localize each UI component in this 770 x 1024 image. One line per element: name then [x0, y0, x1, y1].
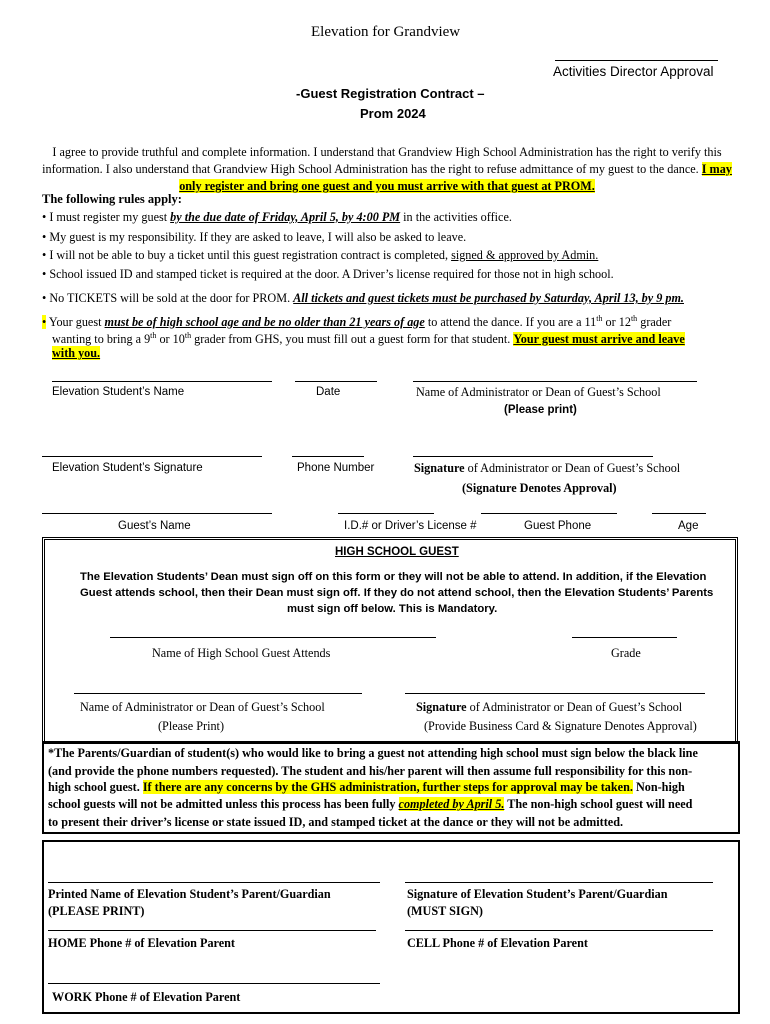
hs-box-text-3: must sign off below. This is Mandatory. [287, 603, 498, 615]
student-name-label: Elevation Student’s Name [52, 386, 185, 398]
event-title: Prom 2024 [360, 106, 426, 121]
hs-grade-line[interactable] [572, 637, 677, 638]
intro-text: I agree to provide truthful and complete information. I understand that Grandview High School Administration has the right to verify this information. I also understand that Grandview High School Administration has the right to refuse admittance of my guest to the dance. [42, 145, 722, 176]
rule-2: • My guest is my responsibility. If they are asked to leave, I will also be asked to leave. [42, 230, 467, 244]
parent-please-print-label: (PLEASE PRINT) [48, 904, 145, 918]
hs-box-text-1: The Elevation Students’ Dean must sign off on this form or they will not be able to attend. In addition, if the Elevation [80, 571, 707, 583]
parent-signature-box [42, 840, 740, 1014]
admin-name-line[interactable] [413, 381, 697, 382]
work-phone-line[interactable] [48, 983, 380, 984]
student-signature-label: Elevation Student’s Signature [52, 462, 203, 474]
work-phone-label: WORK Phone # of Elevation Parent [52, 990, 241, 1004]
parent-must-sign-label: (MUST SIGN) [407, 904, 483, 918]
age-line[interactable] [652, 513, 706, 514]
parent-signature-line[interactable] [405, 882, 713, 883]
hs-business-card-label: (Provide Business Card & Signature Denotes Approval) [424, 719, 697, 733]
admin-signature-line[interactable] [413, 456, 653, 457]
hs-admin-name-label: Name of Administrator or Dean of Guest’s School [80, 700, 325, 714]
parent-printed-name-line[interactable] [48, 882, 380, 883]
hs-admin-signature-label: Signature of Administrator or Dean of Guest’s School [416, 700, 683, 714]
hs-school-line[interactable] [110, 637, 436, 638]
home-phone-line[interactable] [48, 930, 376, 931]
date-line[interactable] [295, 381, 377, 382]
date-label: Date [316, 386, 341, 398]
id-number-label: I.D.# or Driver’s License # [344, 520, 477, 532]
student-signature-line[interactable] [42, 456, 262, 457]
guest-name-label: Guest’s Name [118, 520, 191, 532]
hs-box-title: HIGH SCHOOL GUEST [335, 546, 459, 558]
parent-notice-line-5: to present their driver’s license or state issued ID, and stamped ticket at the dance or they will not be admitted. [48, 815, 624, 829]
parent-notice-line-4: school guests will not be admitted unless this process has been fully completed by April 5. The non-high school guest will need [48, 797, 693, 811]
rule-4: • School issued ID and stamped ticket is required at the door. A Driver’s license required for those not in high school. [42, 267, 614, 281]
intro-paragraph [42, 144, 732, 195]
school-title: Elevation for Grandview [311, 24, 461, 40]
hs-box-text-2: Guest attends school, then their Dean must sign off. If they do not attend school, then the Elevation Students’ Parents [80, 587, 714, 599]
parent-notice-line-2: (and provide the phone numbers requested). The student and his/her parent will then assume full responsibility for this non- [48, 764, 693, 778]
admin-signature-label: Signature of Administrator or Dean of Guest’s School [414, 461, 681, 475]
cell-phone-label: CELL Phone # of Elevation Parent [407, 936, 588, 950]
phone-number-label: Phone Number [297, 462, 375, 474]
parent-printed-name-label: Printed Name of Elevation Student’s Parent/Guardian [48, 887, 331, 901]
phone-number-line[interactable] [292, 456, 364, 457]
approval-label: Activities Director Approval [553, 64, 714, 79]
guest-phone-label: Guest Phone [524, 520, 592, 532]
id-number-line[interactable] [338, 513, 434, 514]
rule-5: • No TICKETS will be sold at the door for PROM. All tickets and guest tickets must be purchased by Saturday, April 13, by 9 pm. [42, 291, 684, 305]
rule-1: • I must register my guest by the due date of Friday, April 5, by 4:00 PM in the activities office. [42, 210, 512, 224]
home-phone-label: HOME Phone # of Elevation Parent [48, 936, 235, 950]
parent-notice-line-1: *The Parents/Guardian of student(s) who would like to bring a guest not attending high school must sign below the black line [48, 746, 698, 760]
hs-admin-signature-line[interactable] [405, 693, 705, 694]
hs-school-label: Name of High School Guest Attends [152, 646, 331, 660]
guest-name-line[interactable] [42, 513, 272, 514]
rule-6-line-2: wanting to bring a 9th or 10th grader from GHS, you must fill out a guest form for that student. Your guest must arrive and leave [52, 331, 685, 347]
hs-please-print-label: (Please Print) [158, 719, 225, 733]
contract-title: -Guest Registration Contract – [296, 86, 485, 101]
intro-highlight: I may only register and bring one guest and you must arrive with that guest at PROM. [179, 162, 732, 193]
rule-3: • I will not be able to buy a ticket until this guest registration contract is completed, signed & approved by Admin. [42, 248, 599, 262]
please-print-label: (Please print) [504, 404, 577, 416]
student-name-line[interactable] [52, 381, 272, 382]
parent-notice-line-3: high school guest. If there are any concerns by the GHS administration, further steps for approval may be taken. Non-high [48, 780, 685, 794]
age-label: Age [678, 520, 699, 532]
signature-denotes-label: (Signature Denotes Approval) [462, 481, 617, 495]
rule-6-line-1: • Your guest must be of high school age and be no older than 21 years of age to attend the dance. If you are a 11th or 12th grader [42, 314, 672, 330]
parent-signature-label: Signature of Elevation Student’s Parent/Guardian [407, 887, 668, 901]
rule-6-line-3: with you. [52, 346, 101, 360]
hs-grade-label: Grade [611, 646, 641, 660]
rules-heading: The following rules apply: [42, 192, 182, 206]
admin-name-label: Name of Administrator or Dean of Guest’s School [416, 385, 661, 399]
guest-phone-line[interactable] [481, 513, 617, 514]
approval-signature-line[interactable] [555, 60, 718, 61]
cell-phone-line[interactable] [405, 930, 713, 931]
hs-admin-name-line[interactable] [74, 693, 362, 694]
